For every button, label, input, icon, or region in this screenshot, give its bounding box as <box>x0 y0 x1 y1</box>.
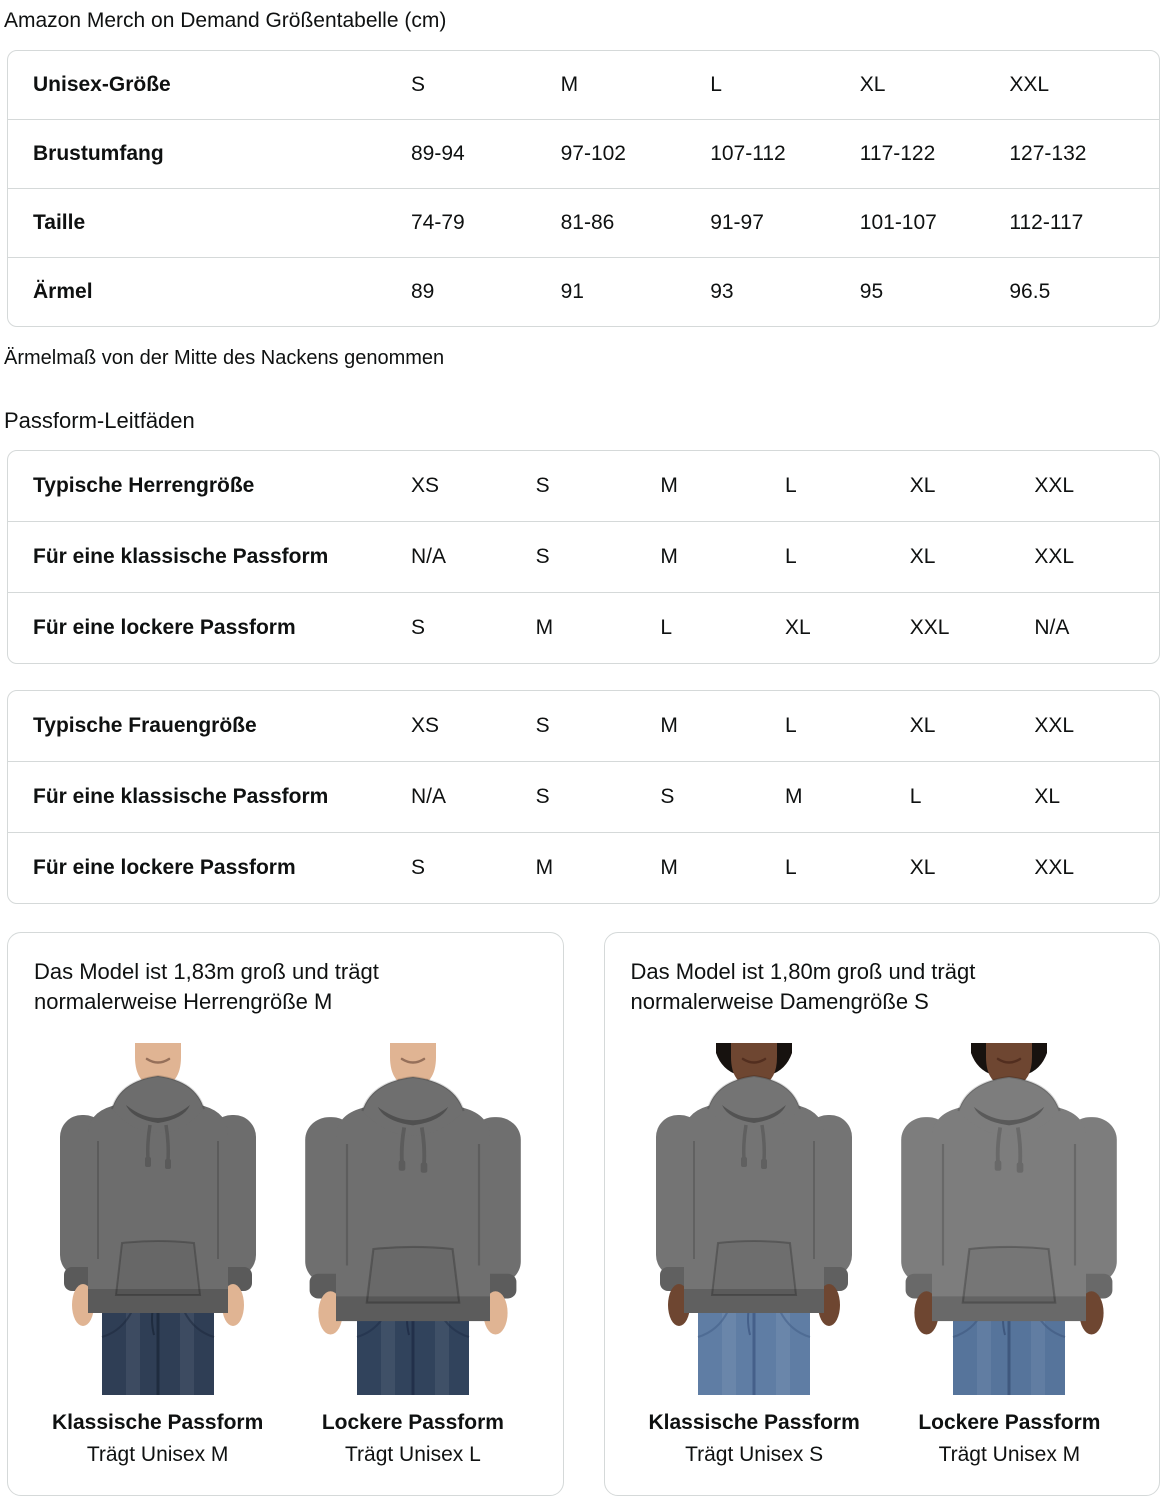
table-cell: 101-107 <box>859 211 937 234</box>
table-row <box>8 761 1159 832</box>
row-label: Unisex-Größe <box>33 73 171 96</box>
table-cell: XL <box>909 545 936 568</box>
row-label: Brustumfang <box>33 142 164 165</box>
row-label: Taille <box>33 211 86 234</box>
table-cell: 117-122 <box>859 142 936 165</box>
table-cell: N/A <box>411 545 447 568</box>
mens-fit-table <box>7 450 1160 664</box>
table-row <box>8 257 1159 326</box>
table-cell: 74-79 <box>411 211 465 234</box>
table-cell: M <box>660 714 678 737</box>
male-model-card <box>7 932 564 1496</box>
female-model-card <box>604 932 1161 1496</box>
table-cell: XL <box>1034 785 1061 808</box>
table-cell: L <box>785 856 797 879</box>
table-cell: XXL <box>1034 856 1075 879</box>
table-cell: XL <box>909 714 936 737</box>
table-cell: 81-86 <box>560 211 615 234</box>
page-title: Amazon Merch on Demand Größentabelle (cm) <box>4 9 447 32</box>
table-cell: 97-102 <box>560 142 626 165</box>
garment <box>902 1077 1118 1335</box>
table-cell: L <box>710 73 722 96</box>
unisex-size-table <box>7 50 1160 327</box>
table-row <box>8 119 1159 188</box>
table-cell: 91-97 <box>710 211 764 234</box>
row-label: Typische Frauengröße <box>33 714 257 737</box>
table-cell: S <box>411 73 426 96</box>
table-cell: 89-94 <box>411 142 465 165</box>
model-photo <box>293 1043 533 1395</box>
table-cell: 127-132 <box>1009 142 1087 165</box>
table-cell: XXL <box>1034 474 1075 497</box>
table-cell: 91 <box>560 280 584 303</box>
table-row <box>8 51 1159 119</box>
table-cell: XXL <box>1034 714 1075 737</box>
table-cell: N/A <box>411 785 447 808</box>
table-cell: S <box>535 545 550 568</box>
table-cell: XS <box>411 714 440 737</box>
fit-label: Lockere Passform <box>918 1411 1101 1434</box>
kangaroo-pocket <box>712 1241 796 1295</box>
table-cell: M <box>535 856 554 879</box>
figures-row <box>627 1043 1138 1467</box>
table-cell: XL <box>909 856 936 879</box>
table-row <box>8 188 1159 257</box>
table-cell: XXL <box>1009 73 1050 96</box>
row-label: Typische Herrengröße <box>33 474 255 497</box>
fit-label: Lockere Passform <box>321 1411 504 1434</box>
womens-fit-table <box>7 690 1160 904</box>
table-cell: 89 <box>411 280 435 303</box>
table-cell: S <box>411 856 426 879</box>
garment <box>60 1076 256 1326</box>
figure-loose-fit <box>882 1043 1137 1467</box>
table-cell: 112-117 <box>1009 211 1084 234</box>
row-label: Für eine lockere Passform <box>33 616 296 639</box>
table-cell: XL <box>785 616 811 639</box>
table-cell: L <box>909 785 922 808</box>
kangaroo-pocket <box>116 1241 200 1295</box>
model-photo <box>889 1043 1129 1395</box>
row-label: Für eine klassische Passform <box>33 785 329 808</box>
fit-guides-heading: Passform-Leitfäden <box>4 408 195 433</box>
row-label: Für eine klassische Passform <box>33 545 329 568</box>
size-chart-page <box>0 8 1167 1496</box>
wears-size-label: Trägt Unisex M <box>938 1443 1081 1466</box>
table-cell: M <box>785 785 803 808</box>
table-cell: L <box>785 474 797 497</box>
row-label: Für eine lockere Passform <box>33 856 296 879</box>
table-cell: 95 <box>859 280 884 303</box>
table-cell: XL <box>909 474 936 497</box>
table-row <box>8 592 1159 663</box>
wears-size-label: Trägt Unisex M <box>86 1443 229 1466</box>
row-label: Ärmel <box>33 280 93 303</box>
table-cell: XXL <box>909 616 950 639</box>
figures-row <box>30 1043 541 1467</box>
table-row <box>8 691 1159 761</box>
table-cell: L <box>660 616 673 639</box>
fit-label: Klassische Passform <box>51 1411 264 1434</box>
table-cell: S <box>535 474 550 497</box>
model-description: Das Model ist 1,80m groß und trägt normalerweise Damengröße S <box>630 959 976 1014</box>
table-row <box>8 451 1159 521</box>
table-cell: L <box>785 545 797 568</box>
table-row <box>8 832 1159 903</box>
table-cell: M <box>560 73 579 96</box>
table-cell: M <box>660 545 678 568</box>
table-cell: M <box>535 616 554 639</box>
model-photo <box>38 1043 278 1395</box>
table-cell: 107-112 <box>710 142 786 165</box>
sleeve-measure-note: Ärmelmaß von der Mitte des Nackens genommen <box>4 347 445 369</box>
model-photo <box>634 1043 874 1395</box>
garment <box>656 1076 852 1326</box>
figure-classic-fit <box>627 1043 882 1467</box>
table-cell: S <box>660 785 675 808</box>
table-cell: M <box>660 474 678 497</box>
kangaroo-pocket <box>963 1247 1055 1303</box>
fit-label: Klassische Passform <box>648 1411 860 1434</box>
figure-classic-fit <box>30 1043 285 1467</box>
wears-size-label: Trägt Unisex S <box>685 1443 824 1466</box>
table-cell: S <box>535 785 550 808</box>
table-cell: N/A <box>1034 616 1070 639</box>
model-cards <box>7 932 1160 1496</box>
garment <box>305 1077 521 1335</box>
figure-loose-fit <box>285 1043 540 1467</box>
table-cell: XS <box>411 474 440 497</box>
table-cell: 93 <box>710 280 734 303</box>
table-cell: XL <box>859 73 886 96</box>
model-description: Das Model ist 1,83m groß und trägt normalerweise Herrengröße M <box>34 959 379 1014</box>
wears-size-label: Trägt Unisex L <box>344 1443 481 1466</box>
table-row <box>8 521 1159 592</box>
table-cell: XXL <box>1034 545 1075 568</box>
table-cell: S <box>535 714 550 737</box>
table-cell: L <box>785 714 797 737</box>
kangaroo-pocket <box>367 1247 459 1303</box>
table-cell: 96.5 <box>1009 280 1051 303</box>
table-cell: S <box>411 616 426 639</box>
table-cell: M <box>660 856 678 879</box>
